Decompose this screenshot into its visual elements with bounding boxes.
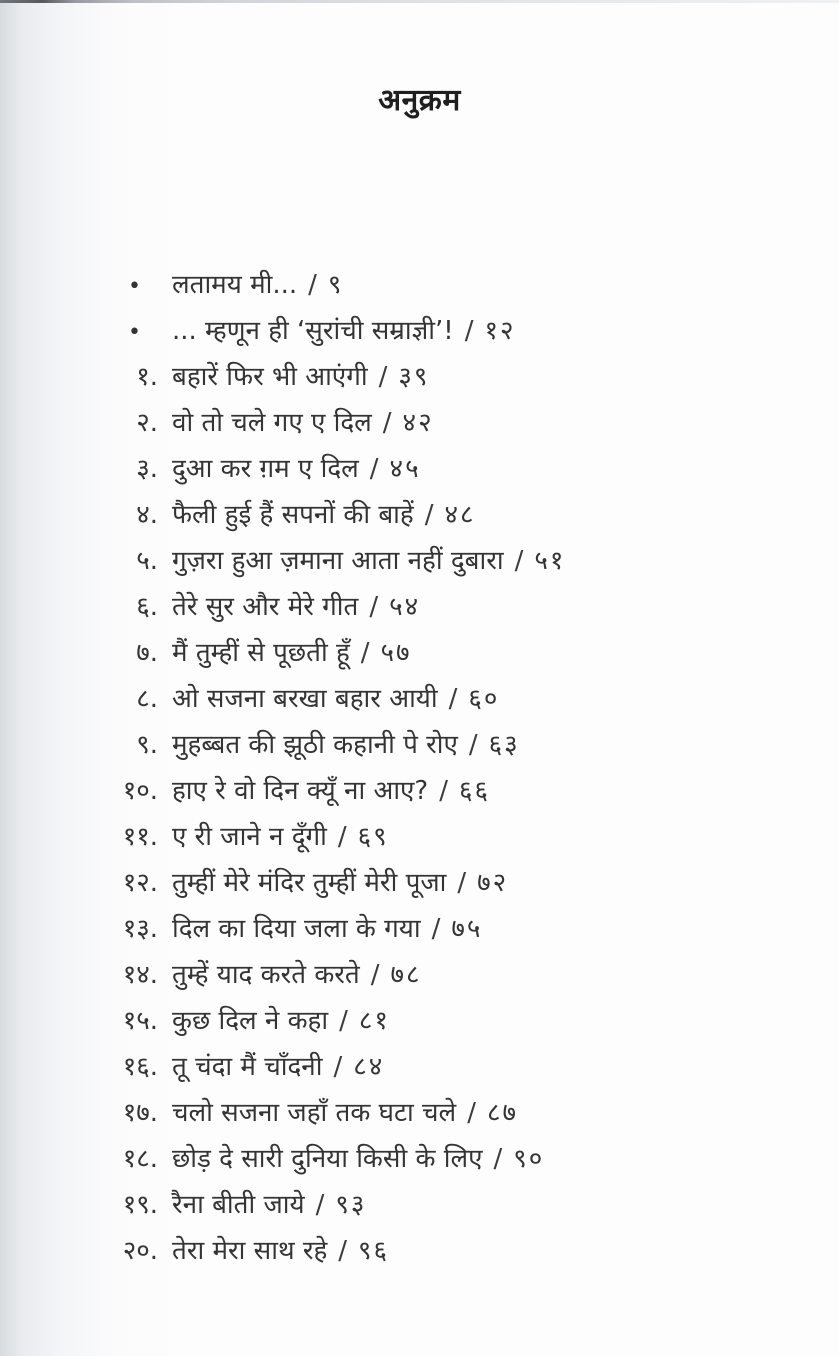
entry-title: बहारें फिर भी आएंगी <box>172 362 368 392</box>
toc-entry <box>112 1136 839 1182</box>
entry-number: ७. <box>136 638 158 668</box>
entry-separator: / <box>457 868 467 898</box>
page-title: अनुक्रम <box>378 83 461 118</box>
contents-list <box>0 262 839 1274</box>
entry-page: ९ <box>327 270 344 300</box>
entry-title: वो तो चले गए ए दिल <box>172 408 372 438</box>
entry-number: ४. <box>136 500 158 530</box>
entry-separator: / <box>338 1236 348 1266</box>
toc-entry <box>112 952 839 998</box>
entry-page: ९३ <box>335 1190 367 1220</box>
entry-title: छोड़ दे सारी दुनिया किसी के लिए <box>172 1144 483 1174</box>
entry-number: १९. <box>122 1190 158 1220</box>
entry-number: १०. <box>122 776 158 806</box>
toc-entry <box>112 492 839 538</box>
toc-entry <box>112 1090 839 1136</box>
entry-separator: / <box>337 822 347 852</box>
entry-page: ४८ <box>444 500 476 530</box>
entry-number: २. <box>136 408 158 438</box>
entry-separator: / <box>369 592 379 622</box>
entry-page: ५१ <box>534 546 566 576</box>
entry-title: ओ सजना बरखा बहार आयी <box>172 684 438 714</box>
entry-title: फैली हुई हैं सपनों की बाहें <box>172 500 414 530</box>
entry-page: ३९ <box>398 362 430 392</box>
entry-separator: / <box>369 454 379 484</box>
entry-separator: / <box>360 638 370 668</box>
entry-page: ४२ <box>402 408 434 438</box>
entry-separator: / <box>467 1098 476 1128</box>
toc-entry <box>112 676 839 722</box>
entry-separator: / <box>468 730 478 760</box>
entry-page: ६९ <box>357 822 389 852</box>
toc-entry <box>112 400 839 446</box>
entry-title: मैं तुम्हीं से पूछती हूँ <box>172 638 350 668</box>
entry-page: ६३ <box>488 730 520 760</box>
entry-number: १५. <box>122 1006 158 1036</box>
entry-number: ११. <box>122 822 158 852</box>
toc-entry <box>112 262 839 308</box>
entry-title: कुछ दिल ने कहा <box>172 1006 329 1036</box>
toc-entry <box>112 308 839 354</box>
toc-entry <box>112 446 839 492</box>
entry-title: तेरा मेरा साथ रहे <box>172 1236 328 1266</box>
toc-entry <box>112 584 839 630</box>
entry-number: १६. <box>122 1052 158 1082</box>
entry-title: लतामय मी... <box>172 270 298 300</box>
entry-separator: / <box>378 362 388 392</box>
entry-page: ७८ <box>390 960 422 990</box>
entry-title: दुआ कर ग़म ए दिल <box>172 454 359 484</box>
entry-page: ६६ <box>458 776 491 806</box>
bullet-icon: • <box>128 320 141 345</box>
scan-top-edge <box>0 0 839 3</box>
entry-number: १४. <box>122 960 158 990</box>
entry-number: १८. <box>122 1144 158 1174</box>
entry-title: गुज़रा हुआ ज़माना आता नहीं दुबारा <box>172 546 504 576</box>
entry-title: तेरे सुर और मेरे गीत <box>172 592 359 622</box>
toc-entry <box>112 354 839 400</box>
entry-number: १७. <box>122 1098 158 1128</box>
entry-number: ६. <box>136 592 158 622</box>
bullet-icon: • <box>128 274 141 299</box>
entry-page: ४५ <box>389 454 421 484</box>
entry-title: रैना बीती जाये <box>172 1190 305 1220</box>
entry-separator: / <box>514 546 524 576</box>
entry-separator: / <box>382 408 392 438</box>
entry-page: ८७ <box>486 1098 519 1128</box>
entry-title: तुम्हीं मेरे मंदिर तुम्हीं मेरी पूजा <box>172 868 447 898</box>
toc-entry <box>112 630 839 676</box>
entry-page: ७२ <box>477 868 509 898</box>
toc-entry <box>112 1044 839 1090</box>
entry-separator: / <box>315 1190 325 1220</box>
entry-page: ६० <box>468 684 500 714</box>
entry-number: ९. <box>136 730 158 760</box>
entry-number: १२. <box>122 868 158 898</box>
entry-page: ८१ <box>358 1006 390 1036</box>
toc-entry <box>112 860 839 906</box>
entry-number: १३. <box>122 914 158 944</box>
entry-title: चलो सजना जहाँ तक घटा चले <box>172 1098 457 1128</box>
entry-number: ३. <box>136 454 158 484</box>
toc-entry <box>112 814 839 860</box>
toc-entry <box>112 1228 839 1274</box>
toc-entry <box>112 906 839 952</box>
entry-page: ५७ <box>380 638 412 668</box>
entry-number: १. <box>136 362 158 392</box>
entry-number: ८. <box>136 684 158 714</box>
toc-entry <box>112 998 839 1044</box>
entry-separator: / <box>424 500 434 530</box>
entry-page: १२ <box>484 316 516 346</box>
entry-separator: / <box>493 1144 503 1174</box>
entry-separator: / <box>339 1006 348 1036</box>
toc-entry <box>112 538 839 584</box>
entry-title: तुम्हें याद करते करते <box>172 960 360 990</box>
entry-separator: / <box>431 914 441 944</box>
entry-title: दिल का दिया जला के गया <box>172 914 421 944</box>
entry-title: हाए रे वो दिन क्यूँ ना आए? <box>172 776 429 806</box>
entry-page: ८४ <box>353 1052 385 1082</box>
entry-separator: / <box>308 270 317 300</box>
entry-separator: / <box>448 684 458 714</box>
entry-separator: / <box>464 316 474 346</box>
toc-entry <box>112 1182 839 1228</box>
entry-page: ५४ <box>389 592 421 622</box>
entry-title: ... म्हणून ही ‘सुरांची सम्राज्ञी’! <box>172 316 454 346</box>
entry-title: तू चंदा मैं चाँदनी <box>172 1052 323 1082</box>
entry-title: मुहब्बत की झूठी कहानी पे रोए <box>172 730 458 760</box>
entry-page: ९० <box>513 1144 545 1174</box>
toc-entry <box>112 768 839 814</box>
entry-number: २०. <box>122 1236 158 1266</box>
entry-separator: / <box>370 960 380 990</box>
toc-entry <box>112 722 839 768</box>
entry-page: ७५ <box>451 914 483 944</box>
entry-title: ए री जाने न दूँगी <box>172 822 327 852</box>
entry-page: ९६ <box>358 1236 390 1266</box>
entry-number: ५. <box>136 546 158 576</box>
entry-separator: / <box>439 776 448 806</box>
entry-separator: / <box>333 1052 343 1082</box>
